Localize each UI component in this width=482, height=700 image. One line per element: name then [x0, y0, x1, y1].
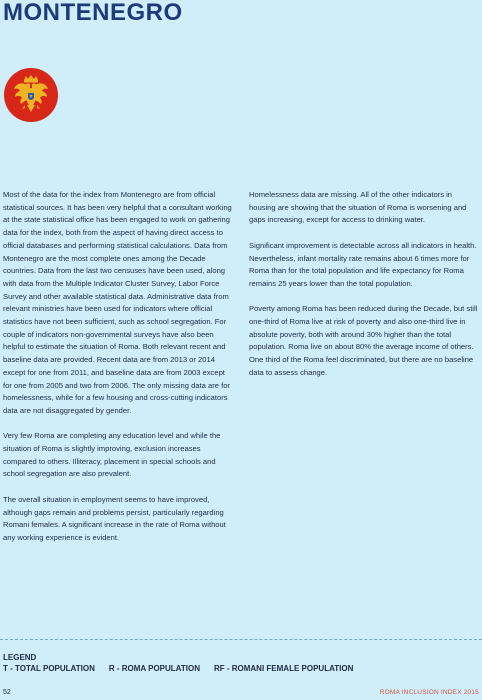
legend-item-roma: R - ROMA POPULATION	[108, 664, 200, 673]
paragraph-housing: Homelessness data are missing. All of the other indicators in housing are showing that the situation of Roma is worsening and gaps increasing, except for access to drinking water.	[249, 190, 467, 225]
paragraph-data-sources: Most of the data for the index from Montenegro are from official statistical sources. It has been very helpful that a consultant working at the state statistical office has been engaged to work on gathering data for the index, both from the aspect of having direct access to official databases and performing statistical calculations. Data from Montenegro are the most complete ones among the Decade countries. Data from the last two censuses have been used, along with data from the Multiple Indicator Cluster Survey, Labor Force Survey and other available statistical data. Administrative data from relevant ministries have been used for indicators where official statistics have not been sufficient, such as school segregation. For couple of indicators non-governmental surveys have also been helpful to estimate the situation of Roma. Both relevant recent and baseline data are provided. Recent data are from 2013 or 2014 except for one from 2011, and baseline data are from 2003 except for one from 2005 and two from 2006. The only missing data are for homelessness, while for a few housing and cross-cutting indicators data are not disaggregated by gender.	[3, 190, 232, 415]
legend-divider	[0, 639, 482, 640]
paragraph-poverty: Poverty among Roma has been reduced during the Decade, but still one-third of Roma live at risk of poverty and also one-third live in absolute poverty, both with around 30% higher than the total population. Roma live on about 80% the average income of others. One third of the Roma feel discriminated, but there are no baseline data to assess change.	[249, 304, 478, 377]
montenegro-coat-of-arms-icon	[3, 67, 59, 123]
footer-brand: ROMA INCLUSION INDEX 2015	[379, 689, 479, 696]
legend-title: LEGEND	[3, 653, 37, 662]
paragraph-employment: The overall situation in employment seems to have improved, although gaps remain and problems persist, particularly regarding Romani females. A significant increase in the rate of Roma without any working experience is evident.	[3, 494, 226, 542]
legend	[3, 664, 353, 673]
paragraph-health: Significant improvement is detectable across all indicators in health. Nevertheless, infant mortality rate remains about 6 times more for Roma than for the total population and life expectancy for Roma remains 25 years lower than the total population.	[249, 240, 477, 288]
left-text-column	[3, 189, 235, 557]
legend-item-total: T - TOTAL POPULATION	[3, 664, 95, 673]
page-number: 52	[3, 689, 11, 696]
legend-item-romani-female: RF - ROMANI FEMALE POPULATION	[213, 664, 354, 673]
right-text-column	[249, 189, 480, 392]
paragraph-education: Very few Roma are completing any education level and while the situation of Roma is slightly improving, exclusion increases compared to others. Illiteracy, placement in special schools and school segregation are also prevalent.	[3, 431, 221, 479]
page-title: MONTENEGRO	[3, 0, 183, 26]
